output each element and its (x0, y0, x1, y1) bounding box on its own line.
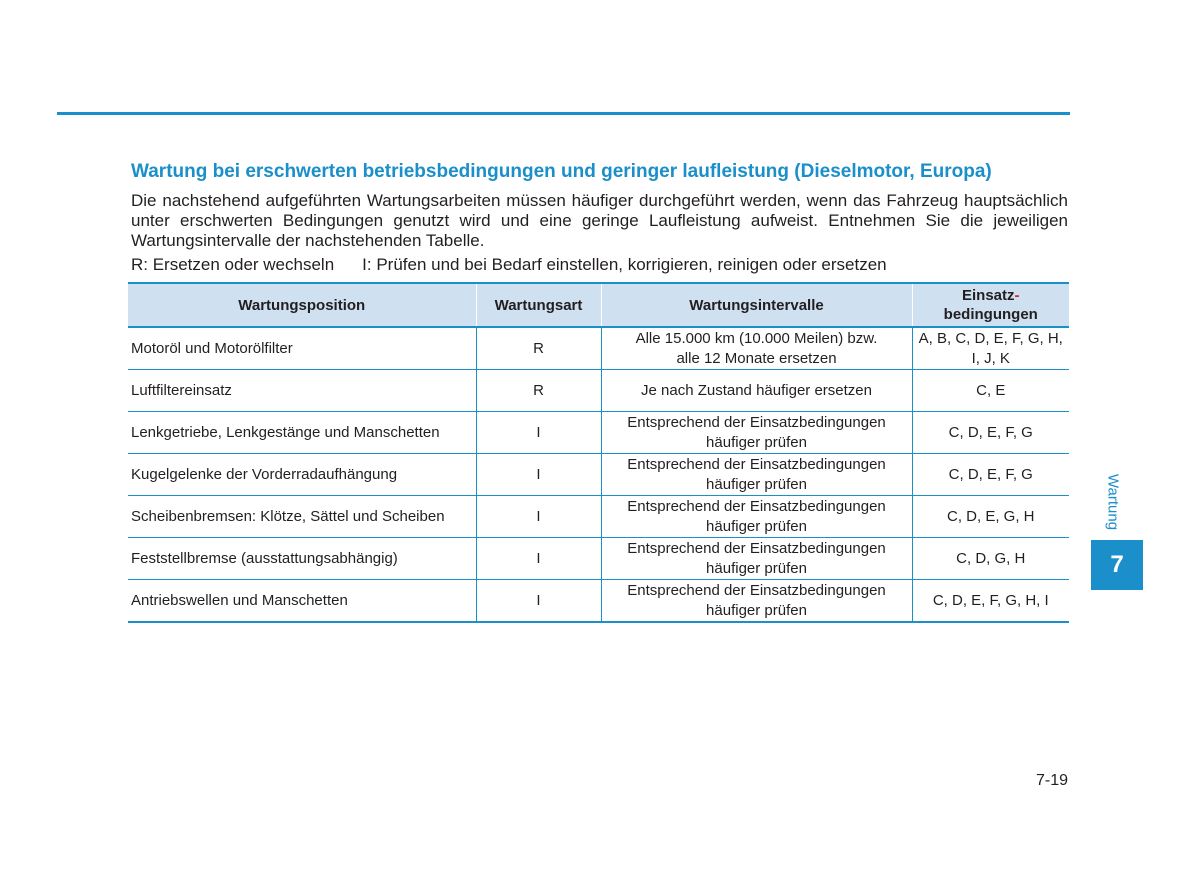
cell-type: R (476, 370, 601, 412)
cell-type: I (476, 538, 601, 580)
interval-line: Entsprechend der Einsatzbedingungen (627, 455, 886, 473)
interval-line: Entsprechend der Einsatzbedingungen (627, 413, 886, 431)
header-position: Wartungsposition (128, 283, 476, 327)
cell-interval (601, 327, 912, 370)
side-tab-label (1099, 462, 1127, 542)
cell-conditions: C, D, E, F, G (912, 412, 1069, 454)
interval-line: häufiger prüfen (706, 559, 807, 577)
legend-line (131, 255, 887, 275)
cell-position: Luftfiltereinsatz (128, 370, 476, 412)
cell-conditions: A, B, C, D, E, F, G, H, I, J, K (912, 327, 1069, 370)
chapter-number-badge: 7 (1091, 540, 1143, 590)
table-row (128, 327, 1069, 370)
interval-line: Je nach Zustand häufiger ersetzen (641, 381, 872, 399)
side-tab-text: Wartung (1104, 473, 1122, 531)
header-conditions (912, 283, 1069, 327)
interval-line: häufiger prüfen (706, 433, 807, 451)
table-row (128, 580, 1069, 623)
header-conditions-part1: Einsatz (961, 287, 1015, 304)
legend-inspect: I: Prüfen und bei Bedarf einstellen, korrigieren, reinigen oder ersetzen (362, 255, 887, 274)
interval-line: Alle 15.000 km (10.000 Meilen) bzw. (635, 329, 878, 347)
cell-position: Feststellbremse (ausstattungsabhängig) (128, 538, 476, 580)
cell-interval (601, 454, 912, 496)
table-row (128, 538, 1069, 580)
header-conditions-part2: bedingungen (943, 306, 1038, 323)
cell-conditions: C, D, G, H (912, 538, 1069, 580)
header-interval: Wartungsintervalle (601, 283, 912, 327)
interval-line: Entsprechend der Einsatzbedingungen (627, 539, 886, 557)
top-rule (57, 112, 1070, 115)
cell-type: R (476, 327, 601, 370)
cell-interval (601, 412, 912, 454)
cell-interval (601, 580, 912, 623)
maintenance-table (128, 282, 1069, 623)
cell-interval (601, 496, 912, 538)
legend-replace: R: Ersetzen oder wechseln (131, 255, 335, 274)
cell-conditions: C, E (912, 370, 1069, 412)
table-row (128, 454, 1069, 496)
interval-line: häufiger prüfen (706, 601, 807, 619)
cell-position: Antriebswellen und Manschetten (128, 580, 476, 623)
cell-conditions: C, D, E, F, G, H, I (912, 580, 1069, 623)
cell-position: Scheibenbremsen: Klötze, Sättel und Scheiben (128, 496, 476, 538)
cell-type: I (476, 454, 601, 496)
section-title: Wartung bei erschwerten betriebsbedingungen und geringer laufleistung (Dieselmotor, Europa) (131, 161, 992, 182)
interval-line: häufiger prüfen (706, 475, 807, 493)
header-conditions-dash: - (1014, 287, 1020, 304)
intro-paragraph: Die nachstehend aufgeführten Wartungsarbeiten müssen häufiger durchgeführt werden, wenn das Fahrzeug hauptsächlich unter erschwerten Bedingungen genutzt wird und eine geringe Laufleistung aufweist. Entnehmen Sie die jeweiligen Wartungsintervalle der nachstehenden Tabelle. (131, 191, 1068, 250)
table-row (128, 496, 1069, 538)
cell-interval (601, 538, 912, 580)
interval-line: Entsprechend der Einsatzbedingungen (627, 497, 886, 515)
cell-type: I (476, 496, 601, 538)
cell-conditions: C, D, E, G, H (912, 496, 1069, 538)
page-number: 7-19 (1036, 772, 1069, 789)
interval-line: alle 12 Monate ersetzen (676, 349, 837, 367)
table-row (128, 370, 1069, 412)
cell-interval (601, 370, 912, 412)
cell-position: Motoröl und Motorölfilter (128, 327, 476, 370)
table-header-row (128, 283, 1069, 327)
header-type: Wartungsart (476, 283, 601, 327)
cell-type: I (476, 580, 601, 623)
interval-line: Entsprechend der Einsatzbedingungen (627, 581, 886, 599)
cell-position: Lenkgetriebe, Lenkgestänge und Manschetten (128, 412, 476, 454)
cell-conditions: C, D, E, F, G (912, 454, 1069, 496)
cell-type: I (476, 412, 601, 454)
cell-position: Kugelgelenke der Vorderradaufhängung (128, 454, 476, 496)
interval-line: häufiger prüfen (706, 517, 807, 535)
table-row (128, 412, 1069, 454)
